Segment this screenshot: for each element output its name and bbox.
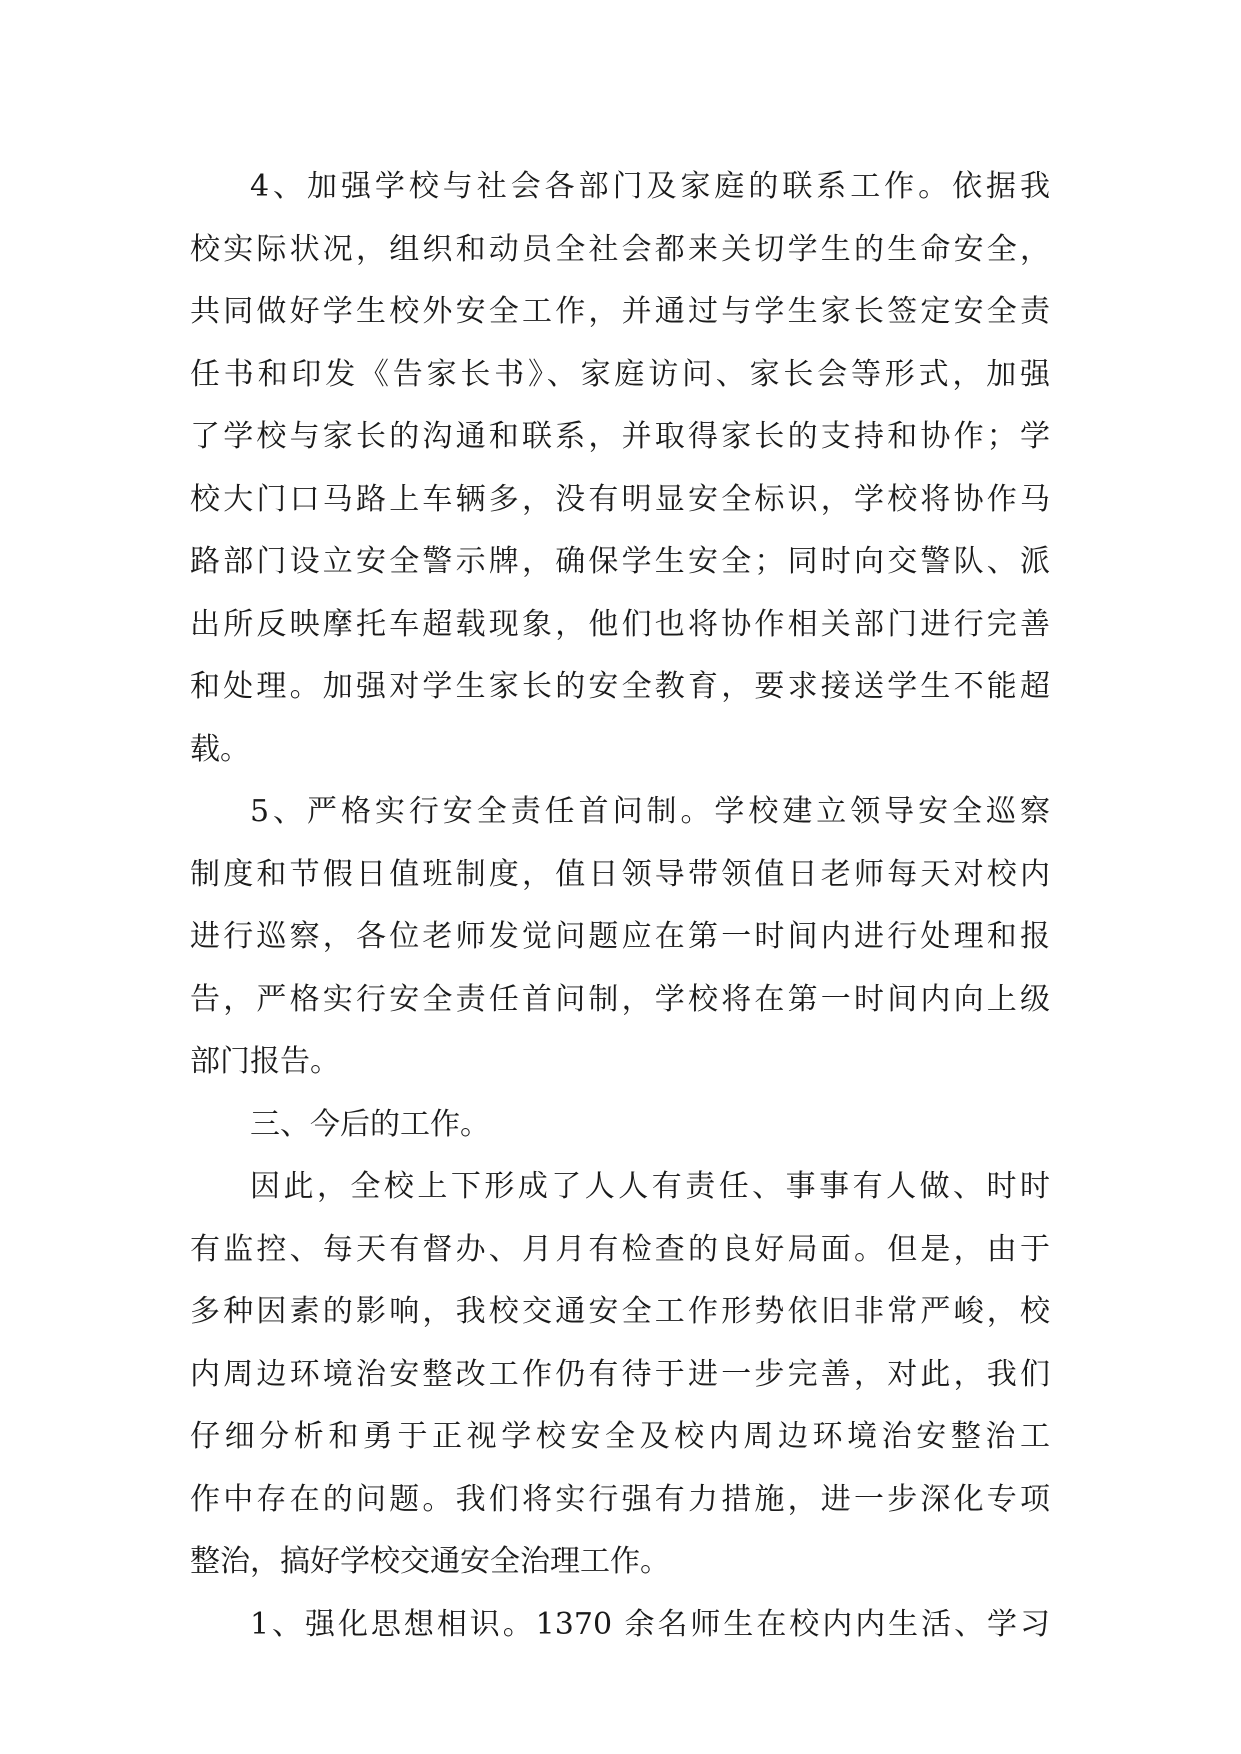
paragraph-1-line-1: 1、强化思想相识。1370 余名师生在校内内生活、学习 bbox=[250, 1606, 1050, 1642]
paragraph-4-line-2: 校实际状况，组织和动员全社会都来关切学生的生命安全， bbox=[190, 231, 1050, 267]
paragraph-summary-line-1: 因此，全校上下形成了人人有责任、事事有人做、时时 bbox=[250, 1169, 1050, 1204]
paragraph-4-line-7: 路部门设立安全警示牌，确保学生安全；同时向交警队、派 bbox=[190, 544, 1050, 579]
paragraph-summary-line-2: 有监控、每天有督办、月月有检查的良好局面。但是，由于 bbox=[190, 1231, 1050, 1267]
paragraph-4-line-6: 校大门口马路上车辆多，没有明显安全标识，学校将协作马 bbox=[190, 481, 1050, 517]
section-heading: 三、今后的工作。 bbox=[250, 1106, 490, 1142]
paragraph-5-line-2: 制度和节假日值班制度，值日领导带领值日老师每天对校内 bbox=[190, 856, 1050, 892]
paragraph-summary-line-6: 作中存在的问题。我们将实行强有力措施，进一步深化专项 bbox=[190, 1481, 1050, 1517]
paragraph-4-line-8: 出所反映摩托车超载现象，他们也将协作相关部门进行完善 bbox=[190, 606, 1050, 642]
paragraph-summary-line-4: 内周边环境治安整改工作仍有待于进一步完善，对此，我们 bbox=[190, 1356, 1050, 1392]
paragraph-5-line-3: 进行巡察，各位老师发觉问题应在第一时间内进行处理和报 bbox=[190, 919, 1050, 954]
paragraph-4-line-10: 载。 bbox=[190, 731, 250, 767]
paragraph-4-line-3: 共同做好学生校外安全工作，并通过与学生家长签定安全责 bbox=[190, 294, 1050, 329]
paragraph-5-line-4: 告，严格实行安全责任首问制，学校将在第一时间内向上级 bbox=[190, 981, 1050, 1017]
paragraph-summary-line-3: 多种因素的影响，我校交通安全工作形势依旧非常严峻，校 bbox=[190, 1294, 1050, 1329]
paragraph-4-line-4: 任书和印发《告家长书》、家庭访问、家长会等形式，加强 bbox=[190, 356, 1050, 392]
paragraph-5-line-1: 5、严格实行安全责任首问制。学校建立领导安全巡察 bbox=[250, 794, 1050, 829]
paragraph-summary-line-7: 整治，搞好学校交通安全治理工作。 bbox=[190, 1544, 670, 1579]
paragraph-4-line-1: 4、加强学校与社会各部门及家庭的联系工作。依据我 bbox=[250, 169, 1050, 204]
document-body bbox=[190, 156, 1070, 1656]
paragraph-4-line-5: 了学校与家长的沟通和联系，并取得家长的支持和协作；学 bbox=[190, 419, 1050, 454]
paragraph-summary-line-5: 仔细分析和勇于正视学校安全及校内周边环境治安整治工 bbox=[190, 1419, 1050, 1454]
paragraph-5-line-5: 部门报告。 bbox=[190, 1044, 340, 1079]
paragraph-4-line-9: 和处理。加强对学生家长的安全教育，要求接送学生不能超 bbox=[190, 669, 1050, 704]
